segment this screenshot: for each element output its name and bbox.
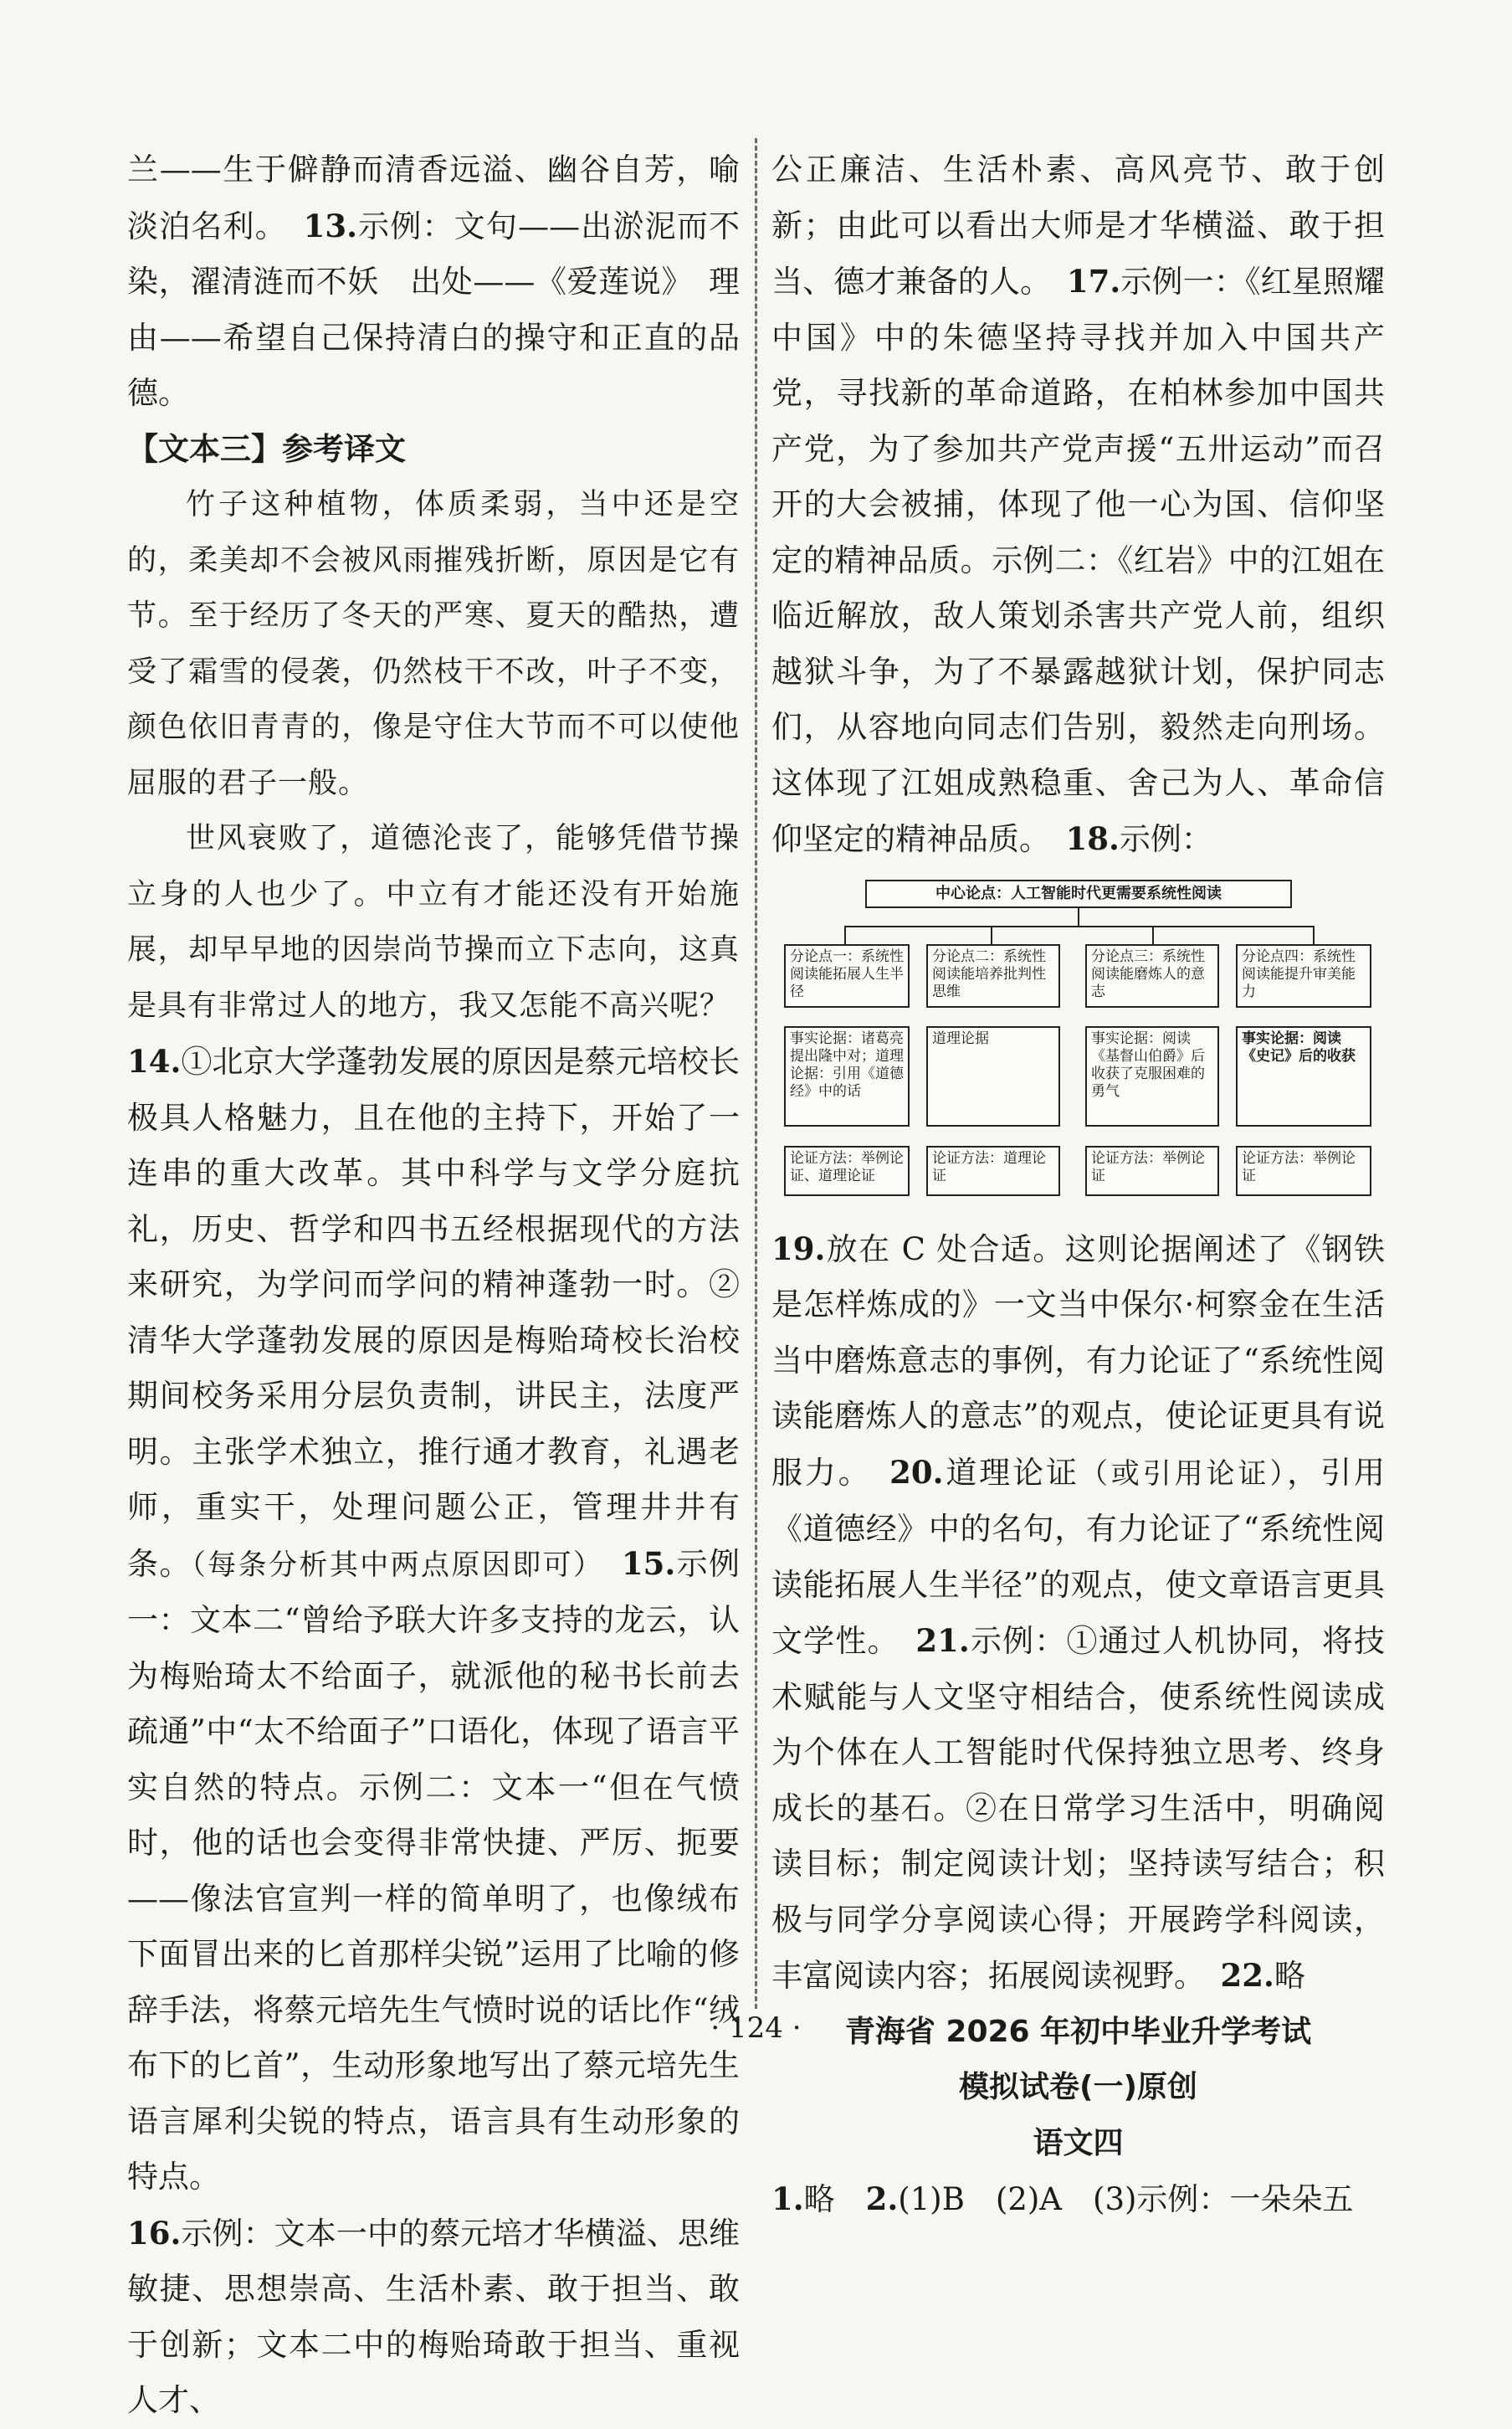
connector-line [1152, 926, 1154, 944]
evidence-box: 事实论据：诸葛亮提出隆中对；道理论据：引用《道德经》中的话 [784, 1026, 910, 1127]
translation-paragraph-2: 世风衰败了，道德沦丧了，能够凭借节操立身的人也少了。中立有才能还没有开始施展，却早早地的因崇尚节操而立下志向，这真是具有非常过人的地方，我又怎能不高兴呢？ [127, 822, 740, 1023]
connector-line [1078, 908, 1079, 927]
translation-paragraph-1: 竹子这种植物，体质柔弱，当中还是空的，柔美却不会被风雨摧残折断，原因是它有节。至于经历了冬天的严寒、夏天的酷热，遭受了霜雪的侵袭，仍然枝干不改，叶子不变，颜色依旧青青的，像是守住大节而不可以使他屈服的君子一般。 [127, 488, 740, 800]
evidence-box: 道理论据 [926, 1026, 1060, 1127]
sub-point-box: 分论点三：系统性阅读能磨炼人的意志 [1085, 944, 1219, 1008]
column-divider [755, 138, 757, 2009]
page-number: · 124 · [710, 2011, 802, 2045]
answers-1-2: 1.略 2.(1)B (2)A (3)示例：一朵朵五 [771, 2180, 1354, 2217]
right-column [771, 142, 1385, 2228]
section-title: 语文四 [1033, 2125, 1124, 2160]
method-box: 论证方法：道理论证 [926, 1146, 1060, 1196]
argument-structure-diagram [771, 873, 1385, 1216]
method-box: 论证方法：举例论证 [1085, 1146, 1219, 1196]
connector-line [844, 926, 846, 944]
central-thesis-box: 中心论点：人工智能时代更需要系统性阅读 [865, 880, 1292, 908]
method-box: 论证方法：举例论证 [1236, 1146, 1371, 1196]
connector-line [991, 926, 992, 944]
answer-16: 16.示例：文本一中的蔡元培才华横溢、思维敏捷、思想崇高、生活朴素、敢于担当、敢于创新；文本二中的梅贻琦敢于担当、重视人才、 [127, 2214, 740, 2418]
connector-line [1313, 926, 1315, 944]
connector-line [844, 926, 1313, 927]
sub-point-box: 分论点四：系统性阅读能提升审美能力 [1236, 944, 1371, 1008]
answers-19-22: 19.放在 C 处合适。这则论据阐述了《钢铁是怎样炼成的》一文当中保尔·柯察金在生活当中磨炼意志的事例，有力论证了“系统性阅读能磨炼人的意志”的观点，使论证更具有说服力。 20.道理论证（或引用论证），引用《道德经》中的名句，有力论证了“系统性阅读能拓展人生半径”的观点，使文章语言更具文学性。 21.示例：①通过人机协同，将技术赋能与人文坚守相结合，使系统性阅读成为个体在人工智能时代保持独立思考、终身成长的基石。②在日常学习生活中，明确阅读目标；制定阅读计划；坚持读写结合；积极与同学分享阅读心得；开展跨学科阅读，丰富阅读内容；拓展阅读视野。 22.略 [771, 1230, 1386, 1994]
method-box: 论证方法：举例论证、道理论证 [784, 1146, 910, 1196]
sub-point-box: 分论点一：系统性阅读能拓展人生半径 [784, 944, 910, 1008]
answer-14: 14.①北京大学蓬勃发展的原因是蔡元培校长极具人格魅力，且在他的主持下，开始了一连串的重大改革。其中科学与文学分庭抗礼，历史、哲学和四书五经根据现代的方法来研究，为学问而学问的精神蓬勃一时。②清华大学蓬勃发展的原因是梅贻琦校长治校期间校务采用分层负责制，讲民主，法度严明。主张学术独立，推行通才教育，礼遇老师，重实干，处理问题公正，管理井井有条。（每条分析其中两点原因即可） 15.示例一：文本二“曾给予联大许多支持的龙云，认为梅贻琦太不给面子，就派他的秘书长前去疏通”中“太不给面子”口语化，体现了语言平实自然的特点。示例二：文本一“但在气愤时，他的话也会变得非常快捷、严厉、扼要——像法官宣判一样的简单明了，也像绒布下面冒出来的匕首那样尖锐”运用了比喻的修辞手法，将蔡元培先生气愤时说的话比作“绒布下的匕首”，生动形象地写出了蔡元培先生语言犀利尖锐的特点，语言具有生动形象的特点。 [127, 1043, 741, 2195]
evidence-box: 事实论据：阅读《史记》后的收获 [1236, 1026, 1371, 1127]
orchid-paragraph: 兰——生于僻静而清香远溢、幽谷自芳，喻淡泊名利。 13.示例：文句——出淤泥而不染，濯清涟而不妖 出处——《爱莲说》 理由——希望自己保持清白的操守和正直的品德。 [127, 151, 741, 411]
left-column [127, 142, 740, 2429]
answer-16-continued: 公正廉洁、生活朴素、高风亮节、敢于创新；由此可以看出大师是才华横溢、敢于担当、德才兼备的人。 17.示例一：《红星照耀中国》中的朱德坚持寻找并加入中国共产党，寻找新的革命道路，在柏林参加中国共产党，为了参加共产党声援“五卅运动”而召开的大会被捕，体现了他一心为国、信仰坚定的精神品质。示例二：《红岩》中的江姐在临近解放，敌人策划杀害共产党人前，组织越狱斗争，为了不暴露越狱计划，保护同志们，从容地向同志们告别，毅然走向刑场。这体现了江姐成熟稳重、舍己为人、革命信仰坚定的精神品质。 18.示例： [771, 151, 1386, 857]
exam-subtitle: 模拟试卷(一)原创 [959, 2070, 1197, 2104]
text3-translation-title: 【文本三】参考译文 [127, 430, 406, 467]
evidence-box: 事实论据：阅读《基督山伯爵》后收获了克服困难的勇气 [1085, 1026, 1219, 1127]
sub-point-box: 分论点二：系统性阅读能培养批判性思维 [926, 944, 1060, 1008]
exam-title: 青海省 2026 年初中毕业升学考试 [844, 2014, 1312, 2049]
